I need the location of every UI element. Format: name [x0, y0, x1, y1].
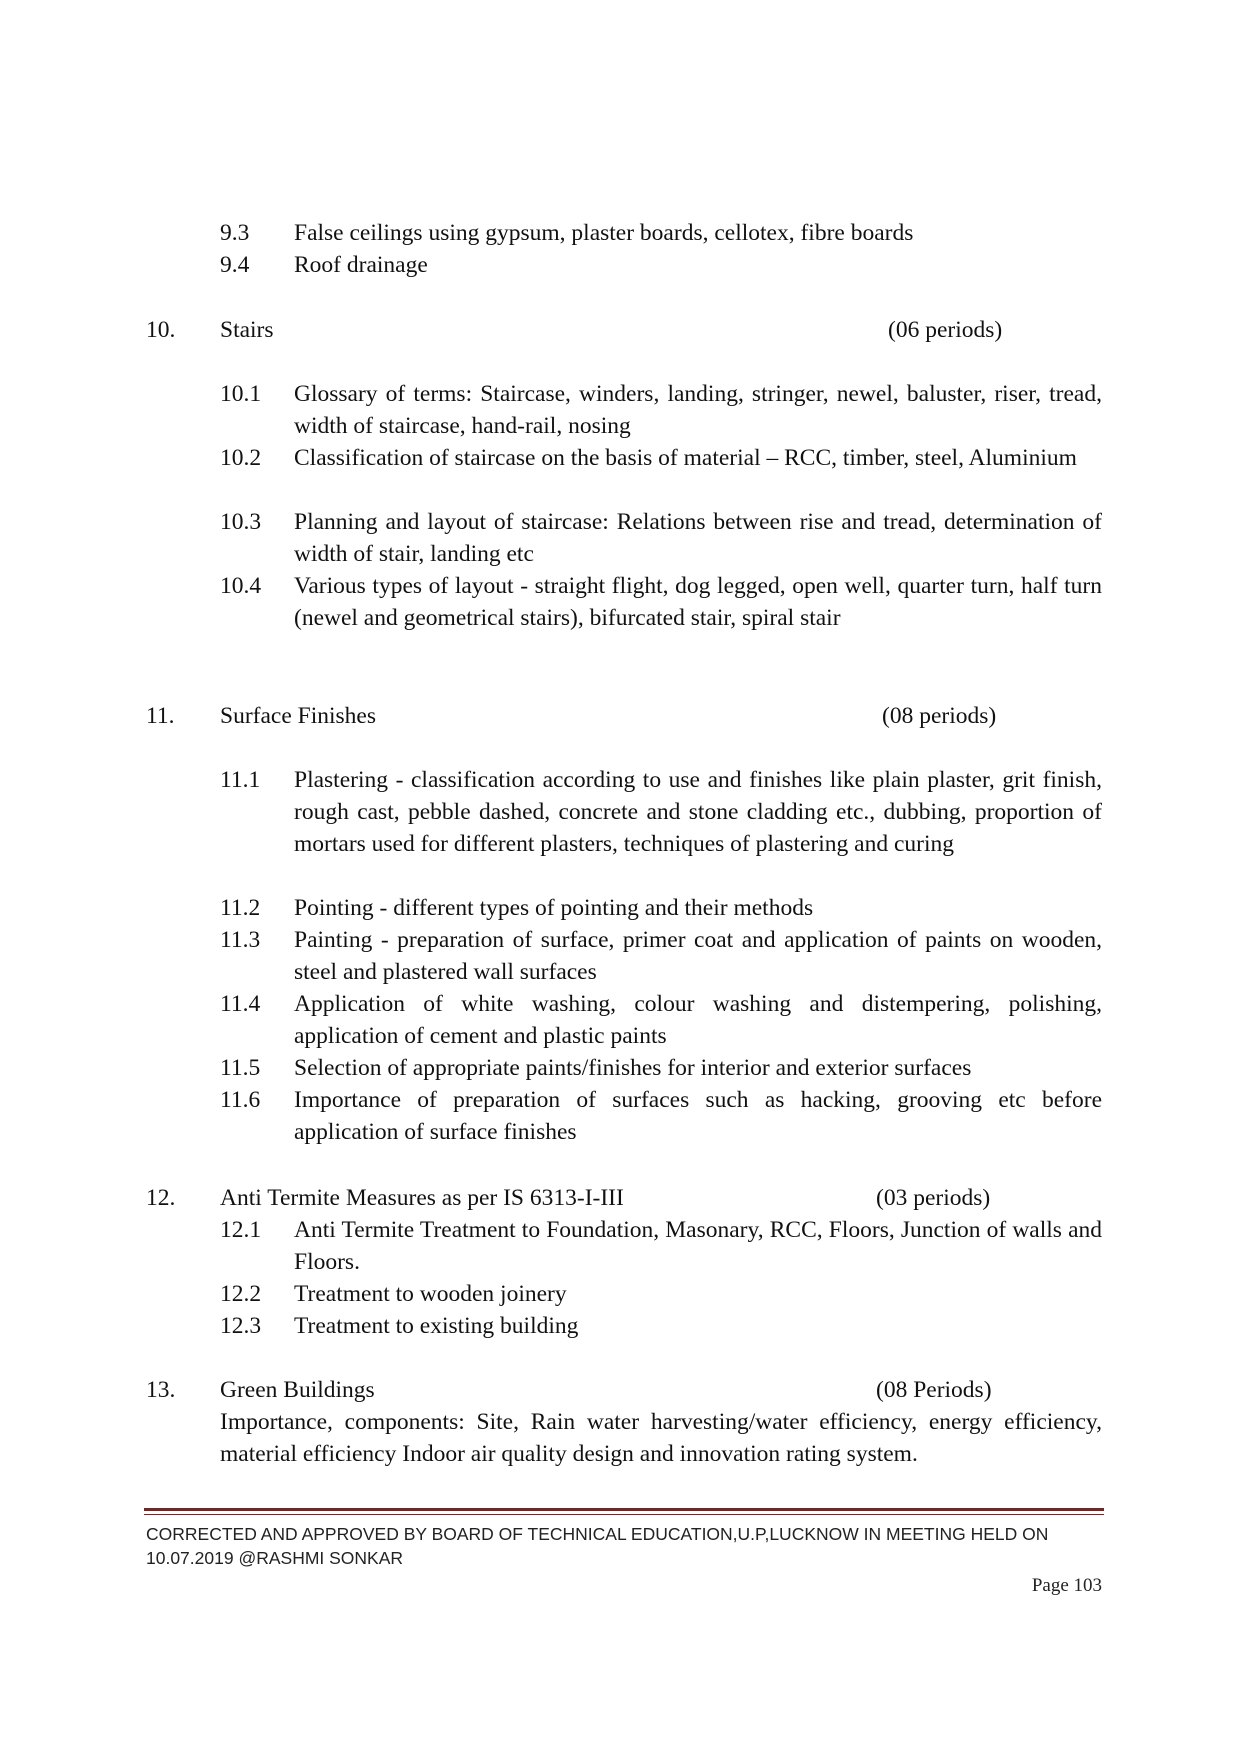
section-periods: (08 Periods) — [876, 1377, 992, 1403]
section-title: Surface Finishes — [220, 703, 376, 729]
section-number: 12. — [146, 1185, 176, 1211]
item-number: 12.3 — [220, 1313, 262, 1339]
item-text: Anti Termite Treatment to Foundation, Masonary, RCC, Floors, Junction of walls and Floors. — [294, 1217, 1102, 1275]
item-text: Selection of appropriate paints/finishes for interior and exterior surfaces — [294, 1055, 972, 1081]
footer-rule-thick — [144, 1508, 1104, 1511]
item-number: 11.3 — [220, 927, 261, 953]
item-text: Painting - preparation of surface, primer coat and application of paints on wooden, steel and plastered wall surfaces — [294, 927, 1102, 985]
item-number: 10.4 — [220, 573, 262, 599]
section-periods: (06 periods) — [888, 317, 1003, 343]
item-number: 11.5 — [220, 1055, 261, 1081]
item-number: 11.6 — [220, 1087, 261, 1113]
footer-line-1: CORRECTED AND APPROVED BY BOARD OF TECHNICAL EDUCATION,U.P,LUCKNOW IN MEETING HELD ON — [146, 1524, 1049, 1544]
footer-note — [146, 1522, 1106, 1570]
footer-rule-thin — [144, 1514, 1104, 1515]
item-number: 10.1 — [220, 381, 262, 407]
item-number: 11.4 — [220, 991, 261, 1017]
section-number: 11. — [146, 703, 175, 729]
item-number: 12.2 — [220, 1281, 262, 1307]
item-text: Various types of layout - straight flight, dog legged, open well, quarter turn, half turn (newel and geometrical stairs), bifurcated stair, spiral stair — [294, 573, 1102, 631]
item-text: Glossary of terms: Staircase, winders, landing, stringer, newel, baluster, riser, tread, width of staircase, hand-rail, nosing — [294, 381, 1102, 439]
section-number: 13. — [146, 1377, 176, 1403]
item-text: Treatment to wooden joinery — [294, 1281, 567, 1307]
item-number: 11.2 — [220, 895, 261, 921]
item-number: 10.3 — [220, 509, 262, 535]
page-number: Page 103 — [1031, 1575, 1102, 1596]
section-periods: (08 periods) — [882, 703, 997, 729]
item-text: False ceilings using gypsum, plaster boards, cellotex, fibre boards — [294, 220, 914, 246]
item-text: Importance of preparation of surfaces such as hacking, grooving etc before application of surface finishes — [294, 1087, 1102, 1145]
item-text: Planning and layout of staircase: Relations between rise and tread, determination of width of stair, landing etc — [294, 509, 1102, 567]
item-text: Treatment to existing building — [294, 1313, 579, 1339]
section-description: Importance, components: Site, Rain water harvesting/water efficiency, energy efficiency, material efficiency Indoor air quality design and innovation rating system. — [220, 1409, 1102, 1467]
item-text: Roof drainage — [294, 252, 428, 278]
section-title: Stairs — [220, 317, 274, 343]
item-text: Classification of staircase on the basis of material – RCC, timber, steel, Aluminium — [294, 445, 1077, 471]
item-number: 9.3 — [220, 220, 250, 246]
item-number: 12.1 — [220, 1217, 262, 1243]
item-text: Pointing - different types of pointing and their methods — [294, 895, 814, 921]
section-title: Anti Termite Measures as per IS 6313-I-III — [220, 1185, 624, 1211]
item-text: Plastering - classification according to use and finishes like plain plaster, grit finish, rough cast, pebble dashed, concrete and stone cladding etc., dubbing, proportion of mortars used for different plasters, techniques of plastering and curing — [294, 767, 1102, 857]
section-number: 10. — [146, 317, 176, 343]
section-periods: (03 periods) — [876, 1185, 991, 1211]
item-number: 11.1 — [220, 767, 261, 793]
item-text: Application of white washing, colour washing and distempering, polishing, application of cement and plastic paints — [294, 991, 1102, 1049]
footer-line-2: 10.07.2019 @RASHMI SONKAR — [146, 1548, 404, 1568]
item-number: 9.4 — [220, 252, 250, 278]
section-title: Green Buildings — [220, 1377, 375, 1403]
item-number: 10.2 — [220, 445, 262, 471]
